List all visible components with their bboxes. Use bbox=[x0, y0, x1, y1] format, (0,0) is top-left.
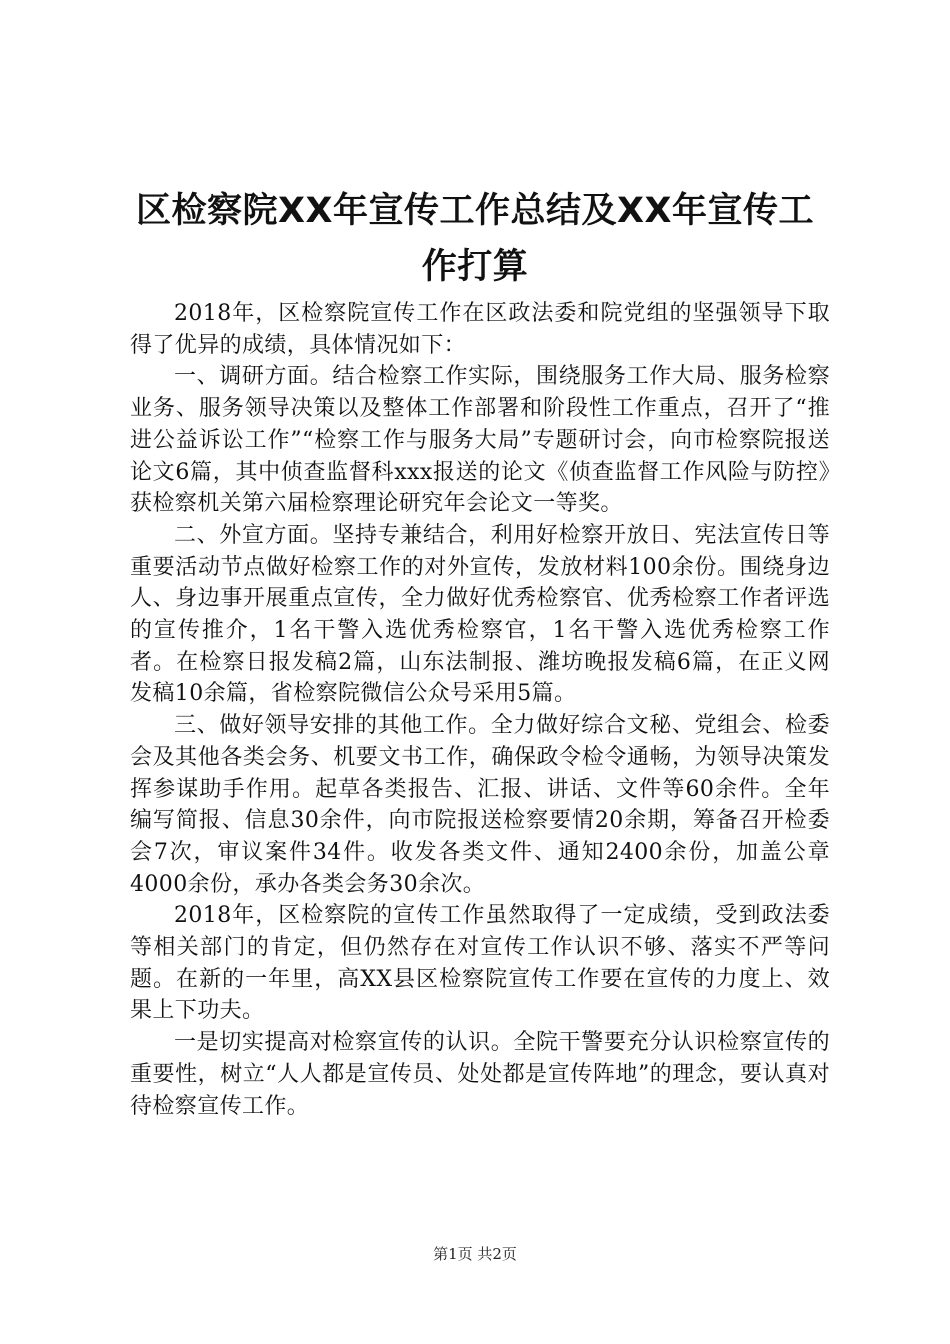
paragraph-intro: 2018年，区检察院宣传工作在区政法委和院党组的坚强领导下取得了优异的成绩，具体情况如下： bbox=[130, 301, 830, 358]
paragraph-external-publicity: 二、外宣方面。坚持专兼结合，利用好检察开放日、宪法宣传日等重要活动节点做好检察工作的对外宣传，发放材料100余份。围绕身边人、身边事开展重点宣传，全力做好优秀检察官、优秀检察工作者评选的宣传推介，1名干警入选优秀检察官，1名干警入选优秀检察工作者。在检察日报发稿2篇，山东法制报、潍坊晚报发稿6篇，在正义网发稿10余篇，省检察院微信公众号采用5篇。 bbox=[130, 522, 830, 707]
paragraph-other-work: 三、做好领导安排的其他工作。全力做好综合文秘、党组会、检委会及其他各类会务、机要文书工作，确保政令检令通畅，为领导决策发挥参谋助手作用。起草各类报告、汇报、讲话、文件等60余件。全年编写简报、信息30余件，向市院报送检察要情20余期，筹备召开检委会7次，审议案件34件。收发各类文件、通知2400余份，加盖公章4000余份，承办各类会务30余次。 bbox=[130, 713, 830, 897]
paragraph-summary: 2018年，区检察院的宣传工作虽然取得了一定成绩，受到政法委等相关部门的肯定，但仍然存在对宣传工作认识不够、落实不严等问题。在新的一年里，高XX县区检察院宣传工作要在宣传的力度上、效果上下功夫。 bbox=[130, 903, 830, 1024]
document-title: 区检察院XX年宣传工作总结及XX年宣传工作打算 bbox=[136, 191, 814, 287]
paragraph-research: 一、调研方面。结合检察工作实际，围绕服务工作大局、服务检察业务、服务领导决策以及整体工作部署和阶段性工作重点，召开了“推进公益诉讼工作”“检察工作与服务大局”专题研讨会，向市检察院报送论文6篇，其中侦查监督科xxx报送的论文《侦查监督工作风险与防控》获检察机关第六届检察理论研究年会论文一等奖。 bbox=[130, 364, 830, 517]
document-body bbox=[130, 298, 830, 1122]
page-footer: 第1页 共2页 bbox=[433, 1245, 517, 1263]
paragraph-plan-one: 一是切实提高对检察宣传的认识。全院干警要充分认识检察宣传的重要性，树立“人人都是宣传员、处处都是宣传阵地”的理念，要认真对待检察宣传工作。 bbox=[130, 1030, 830, 1119]
